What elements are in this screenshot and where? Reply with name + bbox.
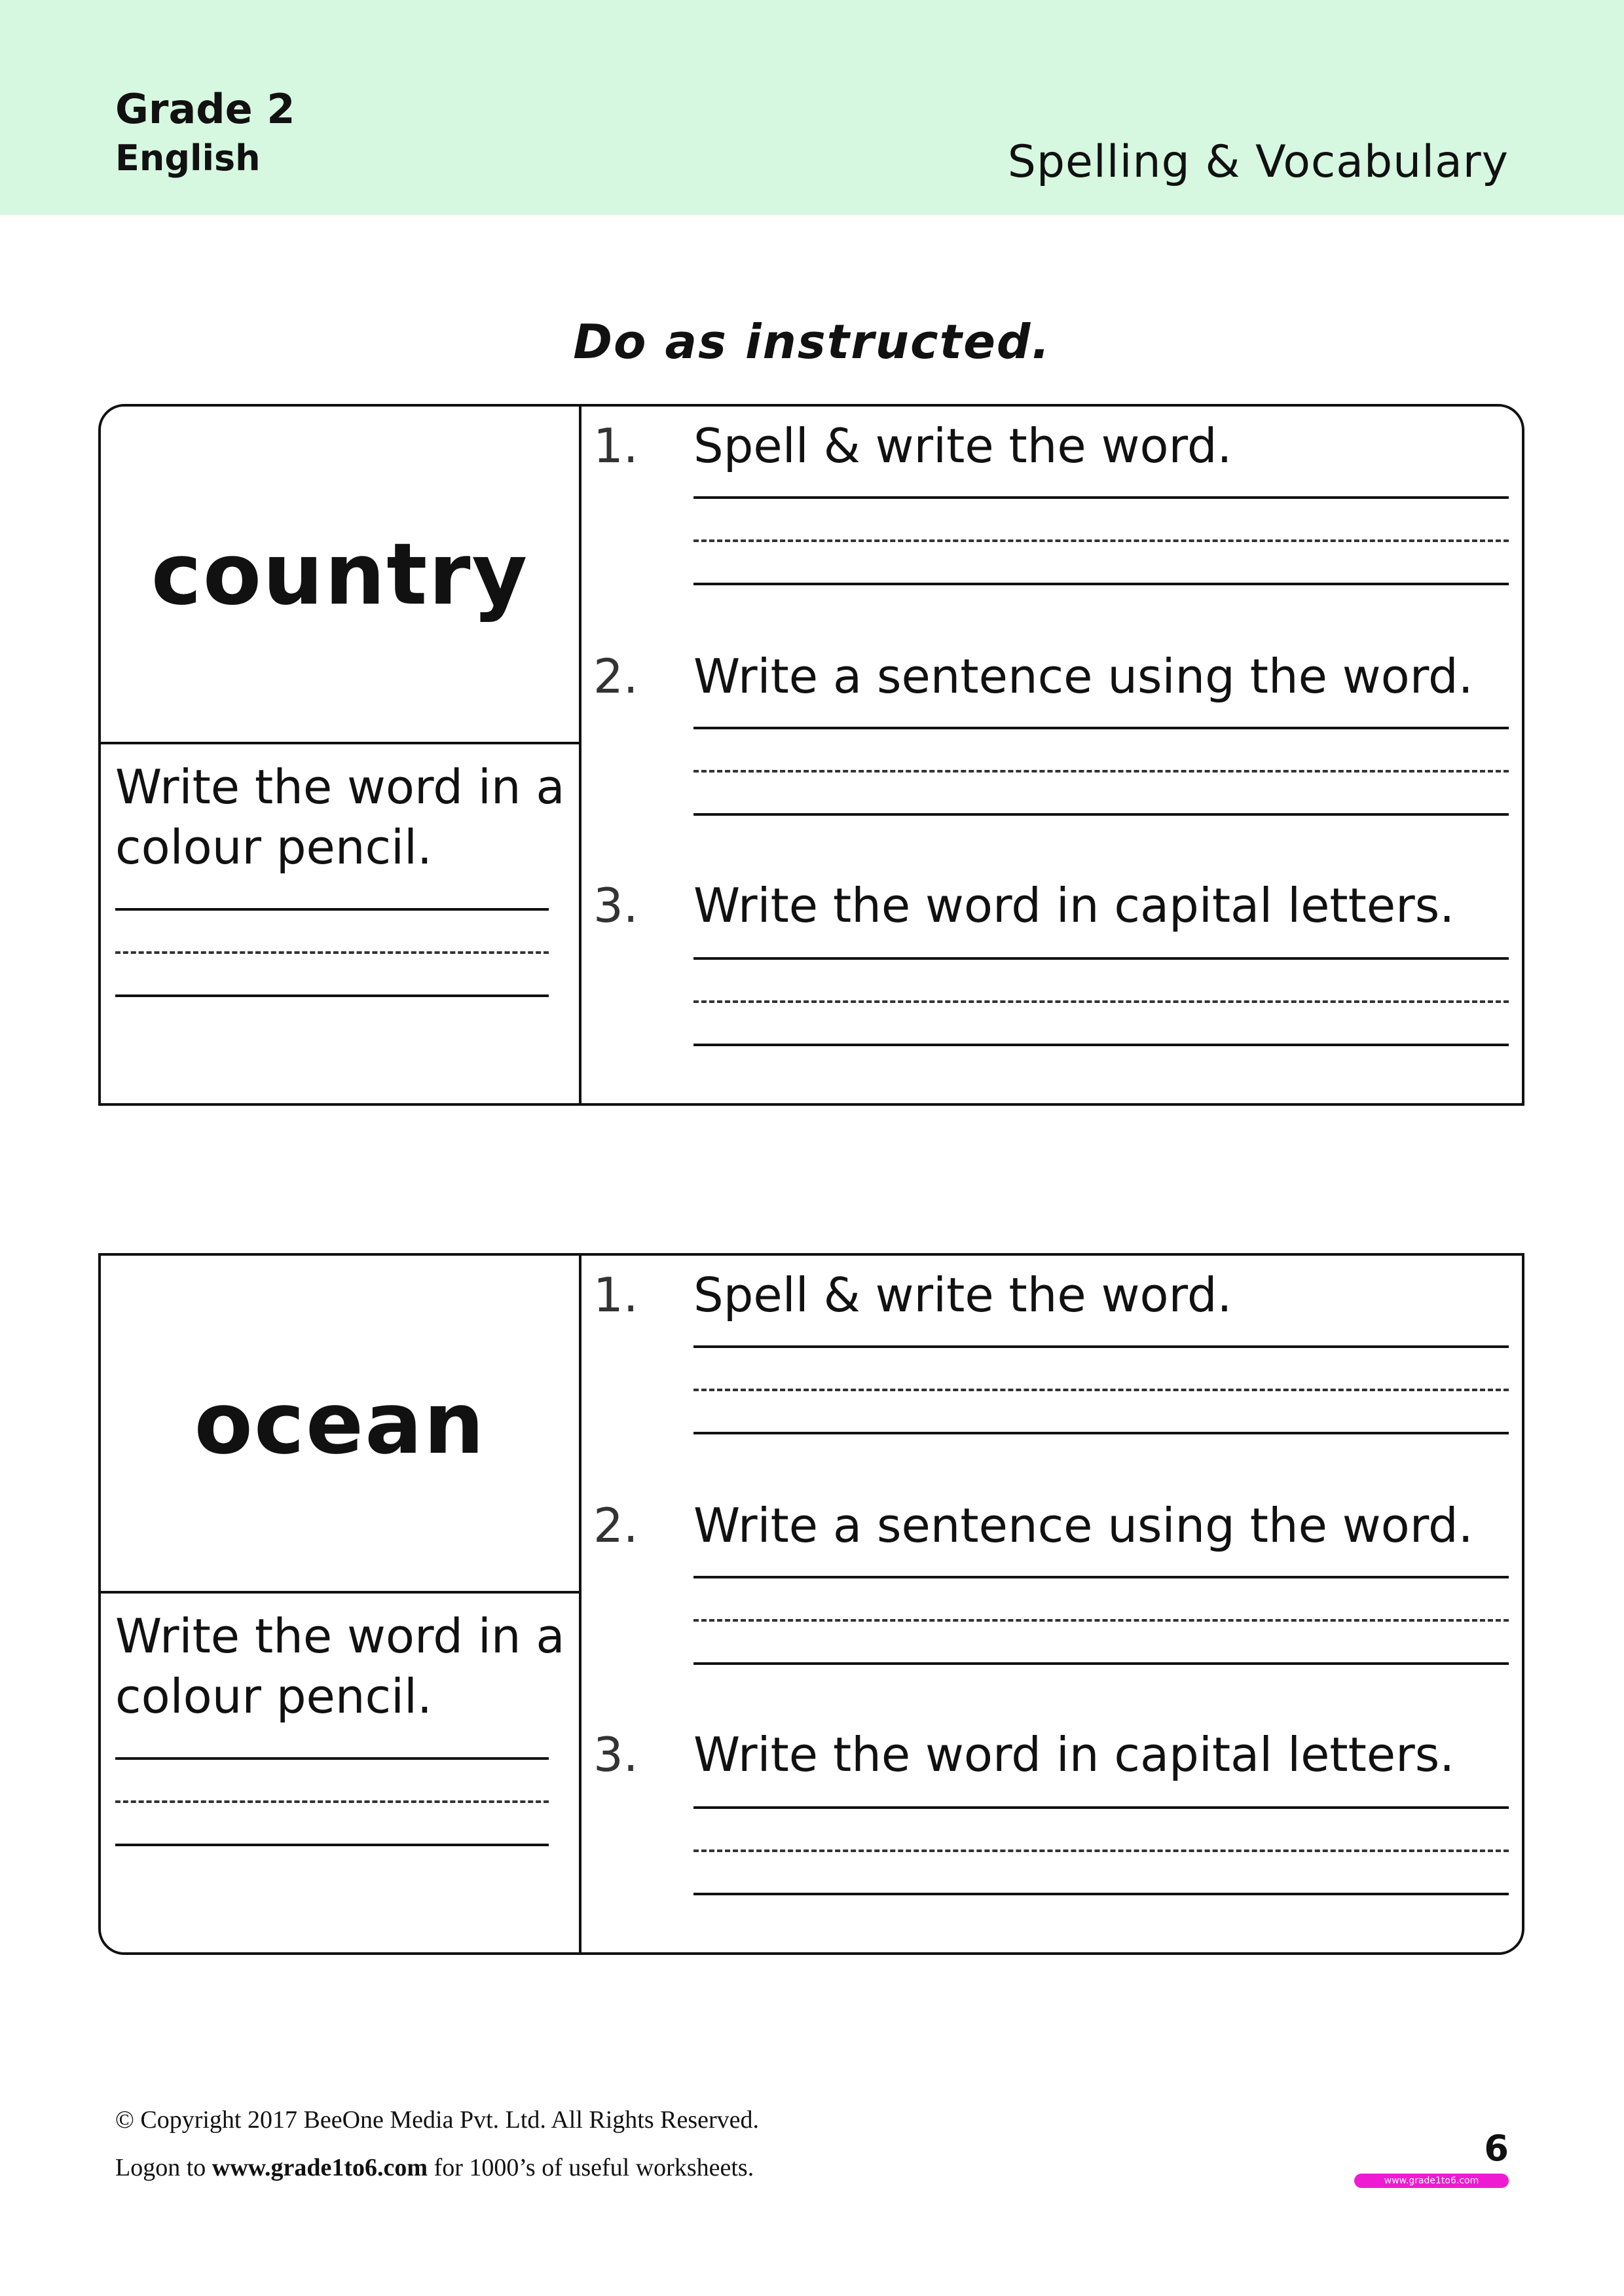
card-divider-horizontal: [101, 742, 579, 744]
writing-line[interactable]: [115, 994, 549, 997]
question-number: 2.: [593, 1498, 638, 1553]
writing-guide-line: [693, 1389, 1509, 1391]
writing-guide-line: [693, 1000, 1509, 1003]
topic-label: Spelling & Vocabulary: [1007, 136, 1509, 188]
writing-line[interactable]: [693, 1806, 1509, 1809]
writing-guide-line: [693, 1619, 1509, 1622]
word-card-country: [98, 404, 1524, 1106]
writing-line[interactable]: [693, 1345, 1509, 1348]
question-number: 1.: [593, 1267, 638, 1322]
writing-line[interactable]: [693, 1893, 1509, 1895]
subject-label: English: [115, 137, 261, 179]
writing-line[interactable]: [693, 813, 1509, 816]
question-number: 2.: [593, 649, 638, 704]
question-number: 3.: [593, 878, 638, 933]
writing-guide-line: [115, 1800, 549, 1803]
copyright-notice: © Copyright 2017 BeeOne Media Pvt. Ltd. All Rights Reserved.: [115, 2106, 760, 2134]
vocabulary-word: ocean: [194, 1374, 486, 1473]
writing-guide-line: [693, 1850, 1509, 1852]
writing-line[interactable]: [115, 1844, 549, 1846]
writing-guide-line: [693, 770, 1509, 773]
word-card-ocean: [98, 1253, 1524, 1955]
instruction-heading: Do as instructed.: [573, 314, 1051, 369]
writing-line[interactable]: [693, 583, 1509, 585]
website-link[interactable]: www.grade1to6.com: [212, 2154, 428, 2181]
writing-line[interactable]: [693, 496, 1509, 499]
writing-line[interactable]: [693, 1432, 1509, 1434]
question-text: Write the word in capital letters.: [693, 878, 1455, 933]
question-text: Write the word in capital letters.: [693, 1727, 1455, 1782]
writing-guide-line: [693, 539, 1509, 542]
card-divider-vertical: [579, 1256, 581, 1952]
question-number: 1.: [593, 418, 638, 473]
writing-line[interactable]: [693, 1576, 1509, 1578]
question-text: Write a sentence using the word.: [693, 1498, 1473, 1553]
question-number: 3.: [593, 1727, 638, 1782]
vocabulary-word: country: [151, 524, 529, 624]
colour-task-label: Write the word in a colour pencil.: [115, 759, 565, 875]
writing-line[interactable]: [115, 1757, 549, 1760]
grade-label: Grade 2: [115, 85, 295, 133]
website-notice: [115, 2153, 754, 2182]
question-text: Spell & write the word.: [693, 418, 1232, 473]
writing-line[interactable]: [693, 957, 1509, 960]
question-text: Write a sentence using the word.: [693, 649, 1473, 704]
site-logo-bar: www.grade1to6.com: [1354, 2174, 1509, 2188]
writing-guide-line: [115, 951, 549, 954]
question-text: Spell & write the word.: [693, 1267, 1232, 1322]
card-divider-horizontal: [101, 1591, 579, 1594]
colour-task-label: Write the word in a colour pencil.: [115, 1609, 565, 1724]
writing-line[interactable]: [693, 727, 1509, 729]
writing-line[interactable]: [693, 1662, 1509, 1665]
page-number: 6: [1484, 2128, 1509, 2169]
page-header: [0, 0, 1624, 215]
card-divider-vertical: [579, 407, 581, 1103]
writing-line[interactable]: [115, 908, 549, 911]
writing-line[interactable]: [693, 1044, 1509, 1046]
logon-suffix: for 1000’s of useful worksheets.: [434, 2154, 754, 2181]
logon-prefix: Logon to: [115, 2154, 206, 2181]
